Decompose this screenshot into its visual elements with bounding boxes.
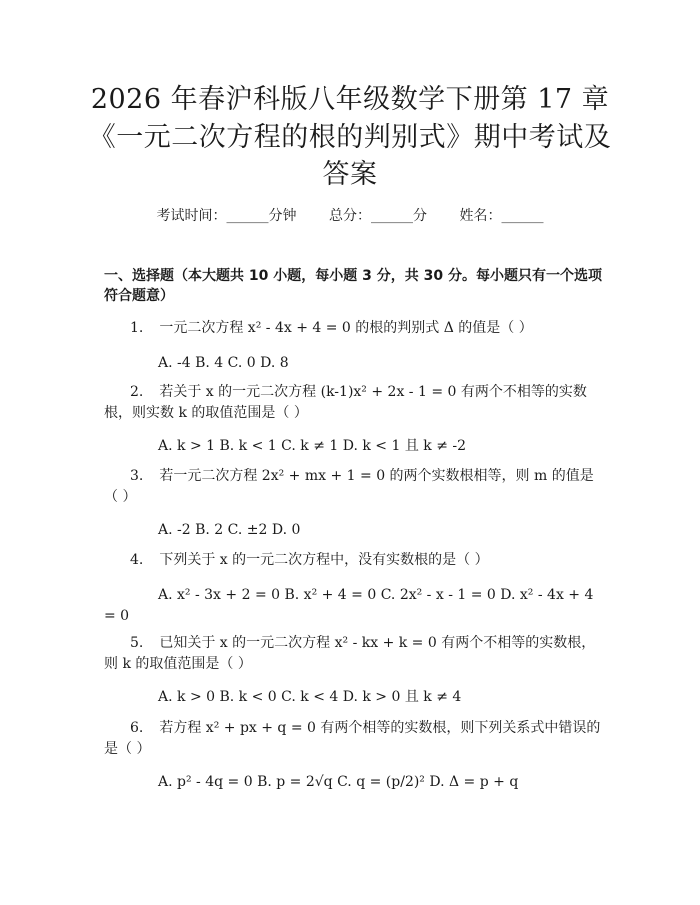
exam-time-field: 考试时间：______分钟	[156, 208, 297, 224]
question-text: 若一元二次方程 2x² + mx + 1 = 0 的两个实数根相等，则 m 的值是（ ）	[104, 468, 594, 505]
question-number: 6.	[130, 720, 144, 736]
question-number: 5.	[130, 635, 144, 651]
question-3	[104, 466, 604, 541]
question-options: A. k > 1 B. k < 1 C. k ≠ 1 D. k < 1 且 k ≠ -2	[158, 438, 467, 454]
question-stem	[104, 550, 604, 571]
exam-score-field: 总分：______分	[329, 208, 427, 224]
question-number: 3.	[130, 468, 144, 484]
question-number: 1.	[130, 320, 144, 336]
question-text: 已知关于 x 的一元二次方程 x² - kx + k = 0 有两个不相等的实数根，则 k 的取值范围是（ ）	[104, 635, 596, 672]
question-number: 2.	[130, 384, 144, 400]
question-text: 若关于 x 的一元二次方程 (k-1)x² + 2x - 1 = 0 有两个不相等的实数根，则实数 k 的取值范围是（ ）	[104, 384, 587, 421]
question-2	[104, 382, 604, 457]
question-options: A. p² - 4q = 0 B. p = 2√q C. q = (p/2)² D. Δ = p + q	[158, 774, 519, 790]
document-title-line-3: 答案	[322, 159, 378, 190]
question-5	[104, 633, 604, 708]
question-6	[104, 718, 604, 793]
document-title-line-1: 2026 年春沪科版八年级数学下册第 17 章	[90, 84, 610, 115]
question-text: 一元二次方程 x² - 4x + 4 = 0 的根的判别式 Δ 的值是（ ）	[159, 320, 533, 336]
question-stem	[104, 633, 604, 675]
exam-name-field: 姓名：______	[459, 208, 544, 224]
question-options: A. -2 B. 2 C. ±2 D. 0	[158, 522, 301, 538]
question-text: 若方程 x² + px + q = 0 有两个相等的实数根，则下列关系式中错误的是（ ）	[104, 720, 601, 757]
question-stem	[104, 718, 604, 760]
question-text: 下列关于 x 的一元二次方程中，没有实数根的是（ ）	[159, 552, 489, 568]
question-stem	[104, 382, 604, 424]
question-stem	[104, 466, 604, 508]
question-options: A. x² - 3x + 2 = 0 B. x² + 4 = 0 C. 2x² - x - 1 = 0 D. x² - 4x + 4 = 0	[104, 587, 594, 624]
exam-info	[0, 206, 700, 226]
question-1	[104, 318, 604, 374]
document-title-line-2: 《一元二次方程的根的判别式》期中考试及	[88, 122, 612, 153]
question-options: A. k > 0 B. k < 0 C. k < 4 D. k > 0 且 k ≠ 4	[158, 689, 462, 705]
question-options: A. -4 B. 4 C. 0 D. 8	[158, 355, 289, 371]
question-number: 4.	[130, 552, 144, 568]
section-heading: 一、选择题（本大题共 10 小题，每小题 3 分，共 30 分。每小题只有一个选项符合题意）	[104, 268, 602, 304]
question-4	[104, 550, 604, 627]
question-stem	[104, 318, 604, 339]
